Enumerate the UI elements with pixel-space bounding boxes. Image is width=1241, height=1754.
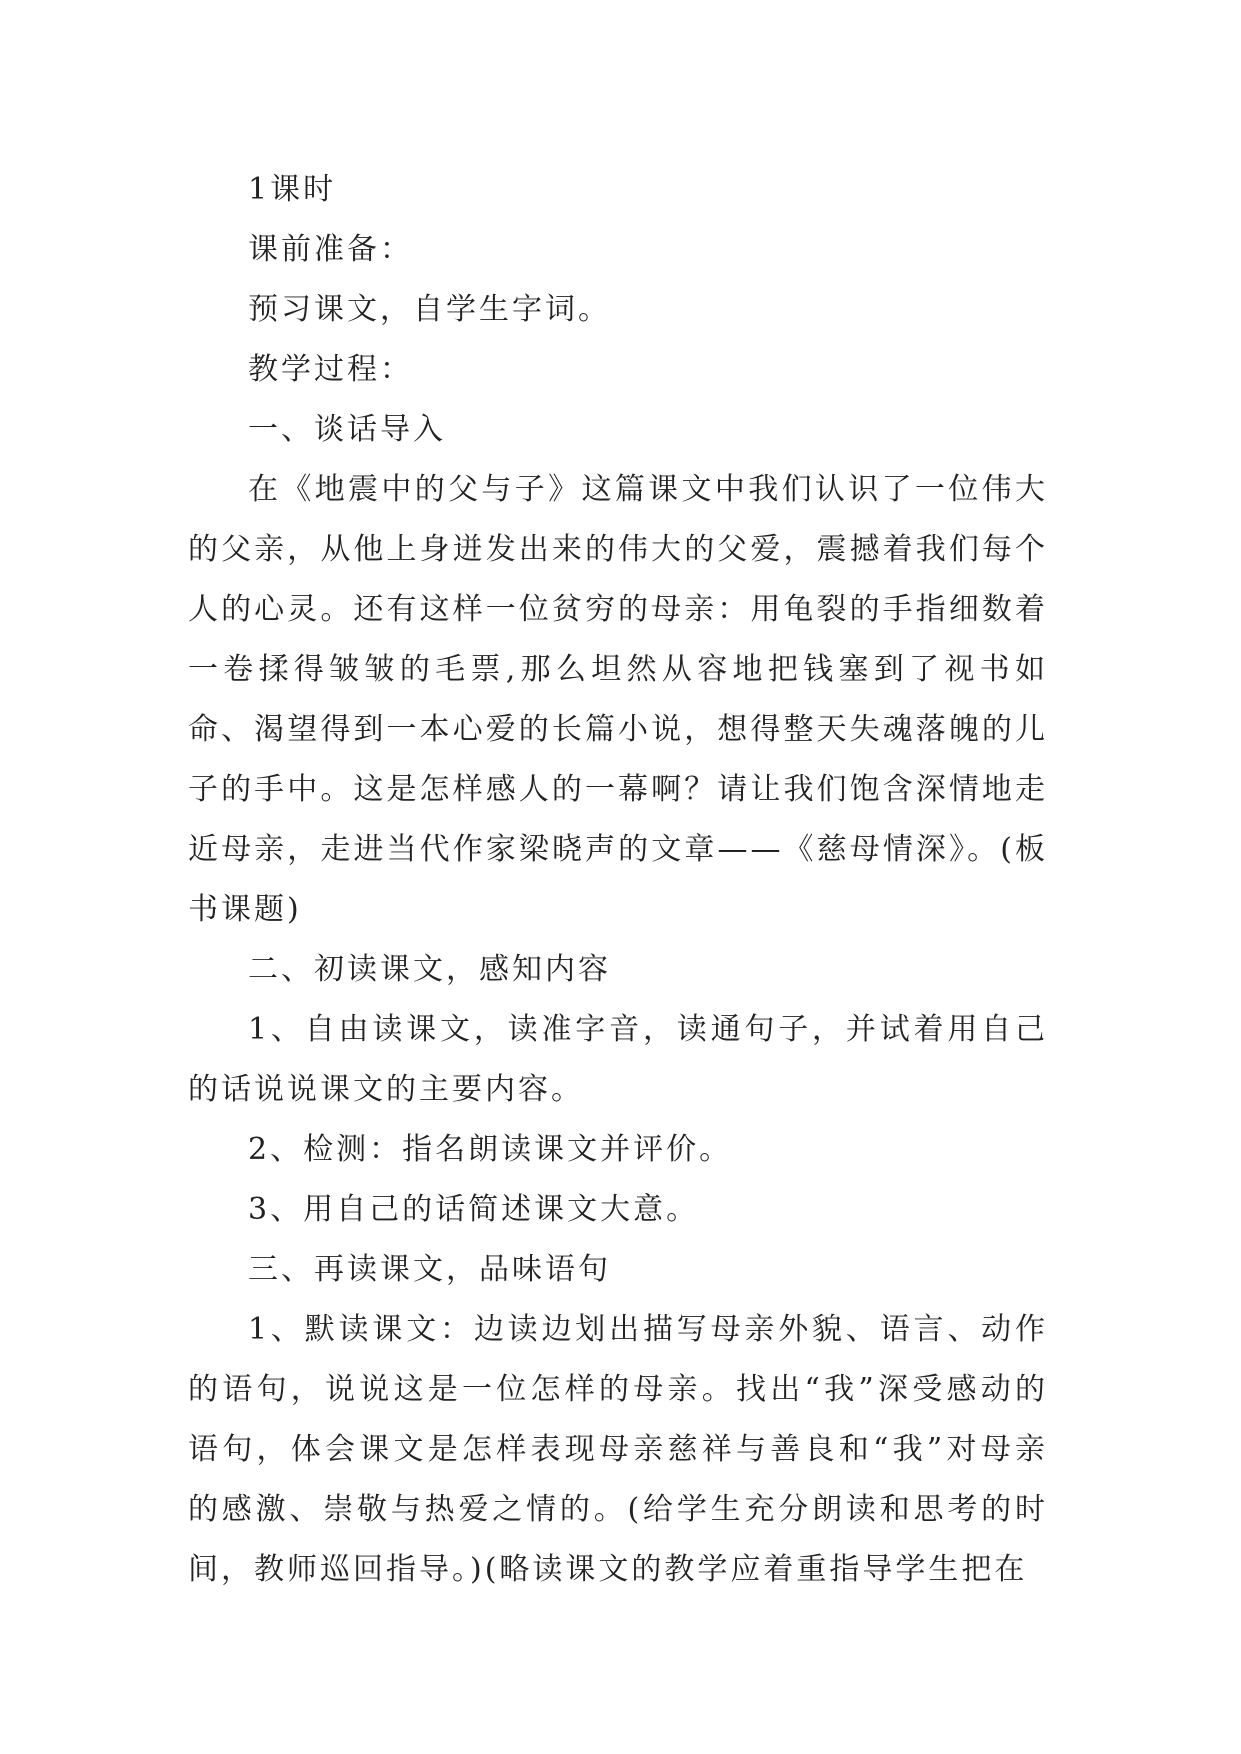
lesson-duration: 1课时	[248, 172, 337, 207]
section-3-heading: 三、再读课文，品味语句	[248, 1252, 611, 1287]
section-2-item-1: 1、自由读课文，读准字音，读通句子，并试着用自己的话说说课文的主要内容。	[188, 1012, 1048, 1107]
section-1-paragraph: 在《地震中的父与子》这篇课文中我们认识了一位伟大的父亲，从他上身迸发出来的伟大的父爱，震撼着我们每个人的心灵。还有这样一位贫穷的母亲：用龟裂的手指细数着一卷揉得皱皱的毛票,那么坦然从容地把钱塞到了视书如命、渴望得到一本心爱的长篇小说，想得整天失魂落魄的儿子的手中。这是怎样感人的一幕啊？请让我们饱含深情地走近母亲，走进当代作家梁晓声的文章——《慈母情深》。(板书课题)	[188, 472, 1048, 927]
section-2-item-3: 3、用自己的话简述课文大意。	[248, 1192, 700, 1227]
document-page	[188, 160, 1048, 1600]
preparation-heading: 课前准备：	[248, 232, 413, 267]
preparation-text: 预习课文，自学生字词。	[248, 292, 611, 327]
section-1-heading: 一、谈话导入	[248, 412, 446, 447]
section-2-heading: 二、初读课文，感知内容	[248, 952, 611, 987]
process-heading: 教学过程：	[248, 352, 413, 387]
section-2-item-2: 2、检测：指名朗读课文并评价。	[248, 1132, 733, 1167]
section-3-item-1: 1、默读课文：边读边划出描写母亲外貌、语言、动作的语句，说说这是一位怎样的母亲。找出“我”深受感动的语句，体会课文是怎样表现母亲慈祥与善良和“我”对母亲的感激、崇敬与热爱之情的。(给学生充分朗读和思考的时间，教师巡回指导。)(略读课文的教学应着重指导学生把在	[188, 1312, 1048, 1587]
